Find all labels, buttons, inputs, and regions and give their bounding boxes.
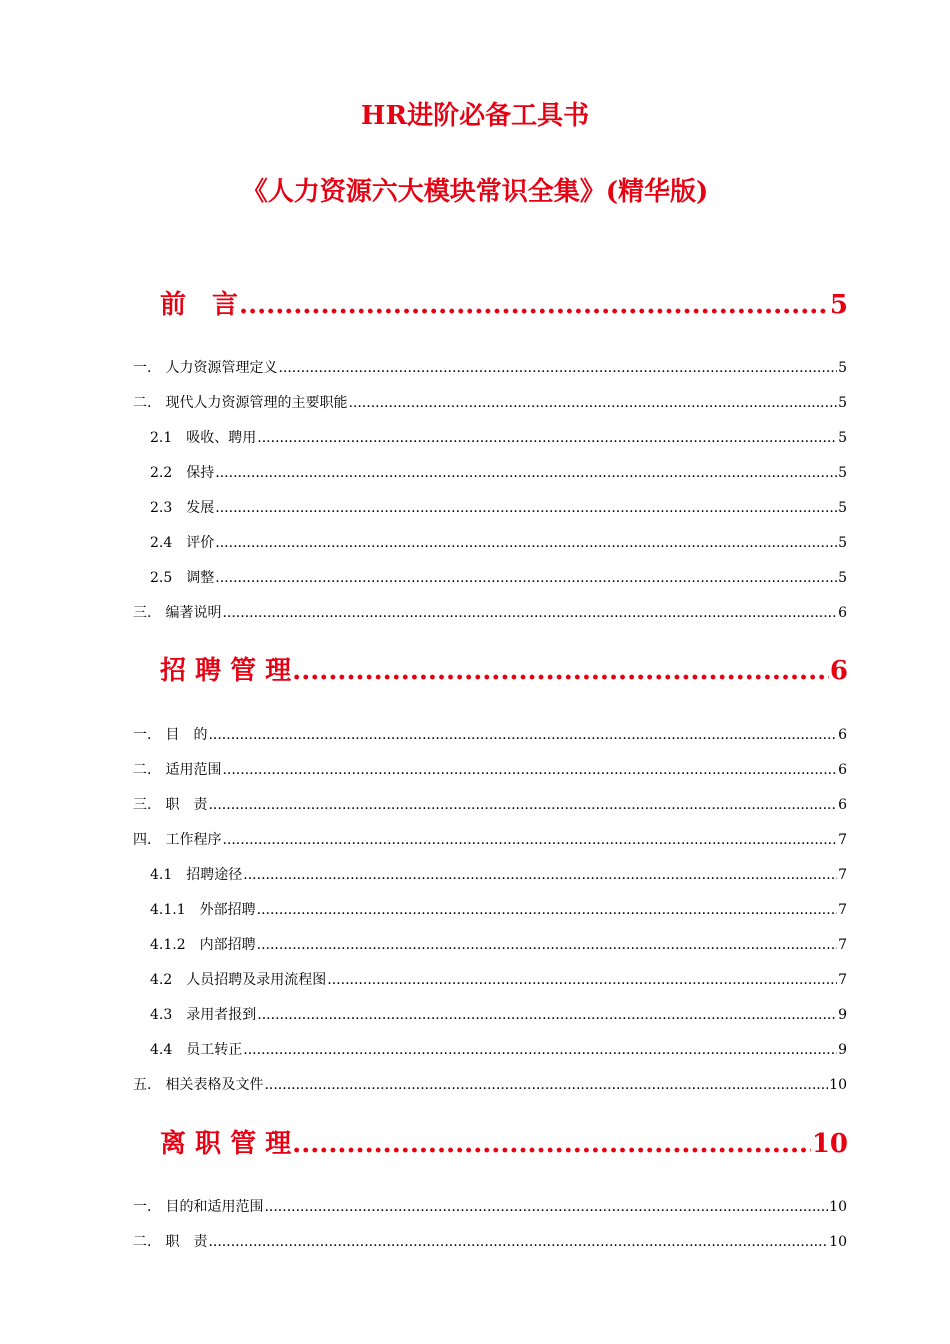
toc-entry-page: 9 xyxy=(838,1042,847,1058)
toc-entry-page: 10 xyxy=(829,1077,847,1093)
toc-leader-dots xyxy=(215,533,837,553)
toc-entry[interactable] xyxy=(133,1232,847,1252)
toc-heading-page: 10 xyxy=(811,1129,848,1159)
toc-heading-label: 招 聘 管 理 xyxy=(160,656,292,686)
toc-entry-page: 5 xyxy=(838,360,847,376)
toc-entry[interactable] xyxy=(133,795,847,815)
toc-leader-dots xyxy=(292,654,829,688)
toc-entry-label: 4.1.2 内部招聘 xyxy=(150,937,256,953)
toc-entry-page: 10 xyxy=(829,1199,847,1215)
toc-entry-label: 4.4 员工转正 xyxy=(150,1042,243,1058)
toc-leader-dots xyxy=(215,568,837,588)
toc-entry-page: 7 xyxy=(838,832,847,848)
toc-entry-label: 三. 编著说明 xyxy=(133,605,222,621)
toc-leader-dots xyxy=(222,760,837,780)
document-subtitle: 《人力资源六大模块常识全集》(精华版) xyxy=(241,177,709,207)
toc-entry-page: 5 xyxy=(838,395,847,411)
toc-entry-label: 4.1.1 外部招聘 xyxy=(150,902,256,918)
toc-heading-label: 前 言 xyxy=(160,290,239,320)
toc-entry[interactable] xyxy=(150,1040,847,1060)
toc-entry-label: 二. 适用范围 xyxy=(133,762,222,778)
toc-entry-label: 一. 目的和适用范围 xyxy=(133,1199,264,1215)
toc-leader-dots xyxy=(264,1197,828,1217)
toc-entry-label: 一. 目 的 xyxy=(133,727,208,743)
toc-entry-label: 四. 工作程序 xyxy=(133,832,222,848)
toc-leader-dots xyxy=(243,865,837,885)
toc-entry[interactable] xyxy=(133,830,847,850)
toc-entry-page: 7 xyxy=(838,902,847,918)
toc-entry-page: 7 xyxy=(838,972,847,988)
toc-leader-dots xyxy=(257,900,837,920)
toc-entry-label: 2.4 评价 xyxy=(150,535,215,551)
toc-entry[interactable] xyxy=(150,1005,847,1025)
toc-entry[interactable] xyxy=(150,498,847,518)
toc-leader-dots xyxy=(208,795,837,815)
toc-entry-page: 10 xyxy=(829,1234,847,1250)
toc-entry[interactable] xyxy=(133,358,847,378)
toc-heading-page: 6 xyxy=(829,656,848,686)
toc-entry-label: 2.5 调整 xyxy=(150,570,215,586)
toc-entry-page: 5 xyxy=(838,465,847,481)
toc-entry[interactable] xyxy=(150,865,847,885)
toc-leader-dots xyxy=(257,935,837,955)
toc-leader-dots xyxy=(215,463,837,483)
toc-leader-dots xyxy=(215,498,837,518)
toc-entry-label: 二. 现代人力资源管理的主要职能 xyxy=(133,395,348,411)
toc-leader-dots xyxy=(257,428,837,448)
toc-entry[interactable] xyxy=(150,568,847,588)
toc-entry[interactable] xyxy=(150,463,847,483)
toc-leader-dots xyxy=(257,1005,837,1025)
toc-heading-recruitment[interactable] xyxy=(160,654,848,688)
toc-entry-label: 4.2 人员招聘及录用流程图 xyxy=(150,972,327,988)
toc-entry-label: 五. 相关表格及文件 xyxy=(133,1077,264,1093)
toc-leader-dots xyxy=(348,393,837,413)
toc-leader-dots xyxy=(208,1232,828,1252)
toc-heading-label: 离 职 管 理 xyxy=(160,1129,292,1159)
toc-entry-page: 5 xyxy=(838,570,847,586)
toc-leader-dots xyxy=(239,288,829,322)
toc-entry-label: 2.3 发展 xyxy=(150,500,215,516)
toc-entry[interactable] xyxy=(133,603,847,623)
toc-entry-label: 一. 人力资源管理定义 xyxy=(133,360,278,376)
toc-entry-page: 6 xyxy=(838,762,847,778)
toc-leader-dots xyxy=(264,1075,828,1095)
toc-entry-page: 7 xyxy=(838,867,847,883)
toc-entry-page: 5 xyxy=(838,430,847,446)
toc-entry-label: 2.1 吸收、聘用 xyxy=(150,430,257,446)
toc-entry-page: 5 xyxy=(838,500,847,516)
toc-heading-page: 5 xyxy=(829,290,848,320)
toc-entry-page: 6 xyxy=(838,727,847,743)
toc-entry[interactable] xyxy=(133,393,847,413)
toc-entry-label: 4.3 录用者报到 xyxy=(150,1007,257,1023)
toc-leader-dots xyxy=(278,358,837,378)
toc-entry[interactable] xyxy=(150,533,847,553)
toc-entry[interactable] xyxy=(150,428,847,448)
toc-leader-dots xyxy=(292,1127,811,1161)
document-title: HR进阶必备工具书 xyxy=(360,101,590,131)
toc-entry[interactable] xyxy=(150,970,847,990)
toc-entry[interactable] xyxy=(133,1197,847,1217)
toc-entry[interactable] xyxy=(133,1075,847,1095)
toc-entry-label: 二. 职 责 xyxy=(133,1234,208,1250)
toc-heading-preface[interactable] xyxy=(160,288,848,322)
toc-leader-dots xyxy=(222,830,837,850)
toc-entry[interactable] xyxy=(133,760,847,780)
toc-entry-label: 三. 职 责 xyxy=(133,797,208,813)
toc-entry[interactable] xyxy=(150,900,847,920)
toc-entry-page: 6 xyxy=(838,605,847,621)
toc-leader-dots xyxy=(327,970,837,990)
toc-entry-page: 9 xyxy=(838,1007,847,1023)
toc-entry-page: 6 xyxy=(838,797,847,813)
toc-entry[interactable] xyxy=(150,935,847,955)
toc-entry[interactable] xyxy=(133,725,847,745)
toc-heading-resignation[interactable] xyxy=(160,1127,848,1161)
toc-entry-label: 2.2 保持 xyxy=(150,465,215,481)
toc-entry-page: 7 xyxy=(838,937,847,953)
toc-leader-dots xyxy=(222,603,837,623)
toc-entry-label: 4.1 招聘途径 xyxy=(150,867,243,883)
toc-leader-dots xyxy=(243,1040,837,1060)
toc-entry-page: 5 xyxy=(838,535,847,551)
toc-leader-dots xyxy=(208,725,837,745)
